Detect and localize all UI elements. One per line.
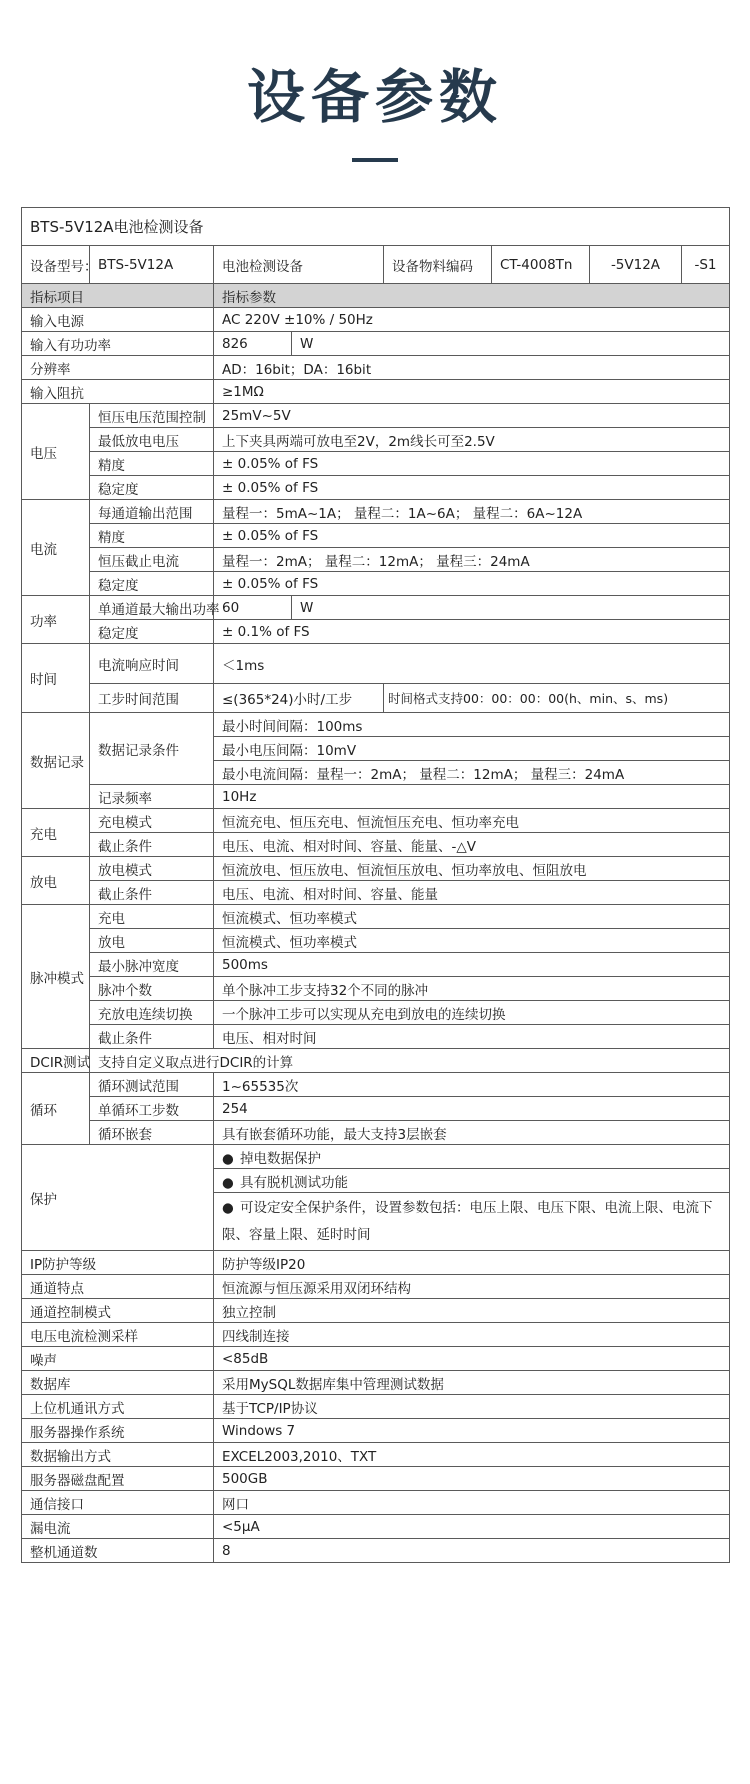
- table-caption: BTS-5V12A电池检测设备: [22, 208, 730, 246]
- row-value: 采用MySQL数据库集中管理测试数据: [214, 1371, 730, 1395]
- table-row: [22, 1025, 730, 1049]
- row-value: 电压、电流、相对时间、容量、能量、-△V: [214, 833, 730, 857]
- row-label: 单循环工步数: [90, 1097, 214, 1121]
- table-row: [22, 1419, 730, 1443]
- row-label: 循环嵌套: [90, 1121, 214, 1145]
- row-value: ± 0.05% of FS: [214, 476, 730, 500]
- table-row: [22, 1275, 730, 1299]
- row-label: 服务器磁盘配置: [22, 1467, 214, 1491]
- group-label-time: 时间: [22, 644, 90, 713]
- row-label: 通道控制模式: [22, 1299, 214, 1323]
- group-label-charge: 充电: [22, 809, 90, 857]
- row-value: 一个脉冲工步可以实现从充电到放电的连续切换: [214, 1001, 730, 1025]
- row-value: 最小时间间隔：100ms: [214, 713, 730, 737]
- row-value: 826: [214, 332, 292, 356]
- table-row: [22, 1145, 730, 1169]
- row-label: 数据记录条件: [90, 713, 214, 785]
- row-label: 整机通道数: [22, 1539, 214, 1563]
- row-label: 截止条件: [90, 881, 214, 905]
- row-unit: W: [292, 332, 730, 356]
- model-row: [22, 246, 730, 284]
- row-value: 恒流模式、恒功率模式: [214, 929, 730, 953]
- group-label-voltage: 电压: [22, 404, 90, 500]
- table-row: [22, 380, 730, 404]
- table-row: [22, 977, 730, 1001]
- table-row: [22, 684, 730, 713]
- title-underline: [352, 158, 398, 162]
- row-label: 分辨率: [22, 356, 214, 380]
- table-row: [22, 452, 730, 476]
- row-value: Windows 7: [214, 1419, 730, 1443]
- row-value: 最小电压间隔：10mV: [214, 737, 730, 761]
- row-value: 10Hz: [214, 785, 730, 809]
- row-value: 500GB: [214, 1467, 730, 1491]
- row-label: 服务器操作系统: [22, 1419, 214, 1443]
- row-value: ± 0.05% of FS: [214, 572, 730, 596]
- row-value: 单个脉冲工步支持32个不同的脉冲: [214, 977, 730, 1001]
- protection-item: [214, 1169, 730, 1193]
- row-value: 最小电流间隔：量程一：2mA； 量程二：12mA； 量程三：24mA: [214, 761, 730, 785]
- row-label: 放电模式: [90, 857, 214, 881]
- row-label: 数据库: [22, 1371, 214, 1395]
- row-label: 输入阻抗: [22, 380, 214, 404]
- page-title: 设备参数: [246, 63, 503, 131]
- row-label: 稳定度: [90, 476, 214, 500]
- material-code-3: -S1: [682, 246, 730, 284]
- table-row: [22, 1073, 730, 1097]
- row-value: 四线制连接: [214, 1323, 730, 1347]
- table-row: [22, 1323, 730, 1347]
- group-label-power: 功率: [22, 596, 90, 644]
- table-row: [22, 620, 730, 644]
- protection-text: 掉电数据保护: [240, 1150, 321, 1167]
- row-value: 1~65535次: [214, 1073, 730, 1097]
- row-label: 充电: [90, 905, 214, 929]
- row-label: 工步时间范围: [90, 684, 214, 713]
- row-label: 单通道最大输出功率: [90, 596, 214, 620]
- row-label: 电流响应时间: [90, 644, 214, 684]
- model-value: BTS-5V12A: [90, 246, 214, 284]
- table-row: [22, 1347, 730, 1371]
- row-label: 充电模式: [90, 809, 214, 833]
- row-label: 每通道输出范围: [90, 500, 214, 524]
- row-value: <5μA: [214, 1515, 730, 1539]
- group-label-pulse: 脉冲模式: [22, 905, 90, 1049]
- table-row: [22, 713, 730, 737]
- table-row: [22, 404, 730, 428]
- row-value: ≥1MΩ: [214, 380, 730, 404]
- table-row: [22, 809, 730, 833]
- row-label: 精度: [90, 452, 214, 476]
- row-label: 记录频率: [90, 785, 214, 809]
- table-row: [22, 1467, 730, 1491]
- table-row: [22, 1299, 730, 1323]
- row-value: ＜1ms: [214, 644, 730, 684]
- row-value: 25mV~5V: [214, 404, 730, 428]
- table-row: [22, 1443, 730, 1467]
- row-value: ≤(365*24)小时/工步: [214, 684, 384, 713]
- row-value: 防护等级IP20: [214, 1251, 730, 1275]
- row-value: 8: [214, 1539, 730, 1563]
- table-row: [22, 1395, 730, 1419]
- row-label: DCIR测试: [22, 1049, 90, 1073]
- row-value: 上下夹具两端可放电至2V，2m线长可至2.5V: [214, 428, 730, 452]
- table-row: [22, 1251, 730, 1275]
- row-label: 电压电流检测采样: [22, 1323, 214, 1347]
- row-label: 截止条件: [90, 1025, 214, 1049]
- table-row: [22, 953, 730, 977]
- protection-text: 具有脱机测试功能: [240, 1174, 348, 1191]
- row-value: 60: [214, 596, 292, 620]
- spec-table: [21, 207, 730, 1563]
- row-label: 精度: [90, 524, 214, 548]
- table-row: [22, 1539, 730, 1563]
- row-label: 噪声: [22, 1347, 214, 1371]
- row-label: IP防护等级: [22, 1251, 214, 1275]
- material-code-label: 设备物料编码: [384, 246, 492, 284]
- model-label: 设备型号：: [22, 246, 90, 284]
- table-row: [22, 1001, 730, 1025]
- table-row: [22, 1097, 730, 1121]
- table-row: [22, 1371, 730, 1395]
- row-label: 稳定度: [90, 572, 214, 596]
- material-code-2: -5V12A: [590, 246, 682, 284]
- time-format-value: 时间格式支持00：00：00：00(h、min、s、ms): [384, 684, 730, 713]
- row-label: 最低放电电压: [90, 428, 214, 452]
- row-value: EXCEL2003,2010、TXT: [214, 1443, 730, 1467]
- row-value: 恒流放电、恒压放电、恒流恒压放电、恒功率放电、恒阻放电: [214, 857, 730, 881]
- row-label: 输入电源: [22, 308, 214, 332]
- row-value: 恒流模式、恒功率模式: [214, 905, 730, 929]
- table-row: [22, 500, 730, 524]
- table-row: [22, 1049, 730, 1073]
- table-row: [22, 857, 730, 881]
- row-value: 254: [214, 1097, 730, 1121]
- group-label-cycle: 循环: [22, 1073, 90, 1145]
- table-row: [22, 572, 730, 596]
- row-label: 通道特点: [22, 1275, 214, 1299]
- row-value: 支持自定义取点进行DCIR的计算: [90, 1049, 730, 1073]
- table-caption-row: [22, 208, 730, 246]
- table-row: [22, 1515, 730, 1539]
- table-row: [22, 596, 730, 620]
- row-value: 恒流充电、恒压充电、恒流恒压充电、恒功率充电: [214, 809, 730, 833]
- row-label: 恒压截止电流: [90, 548, 214, 572]
- protection-item: [214, 1145, 730, 1169]
- row-value: 基于TCP/IP协议: [214, 1395, 730, 1419]
- table-row: [22, 476, 730, 500]
- row-value: 量程一：2mA； 量程二：12mA； 量程三：24mA: [214, 548, 730, 572]
- table-row: [22, 356, 730, 380]
- table-row: [22, 905, 730, 929]
- table-row: [22, 1121, 730, 1145]
- row-value: 电压、相对时间: [214, 1025, 730, 1049]
- row-value: 独立控制: [214, 1299, 730, 1323]
- device-name: 电池检测设备: [214, 246, 384, 284]
- row-value: ± 0.05% of FS: [214, 452, 730, 476]
- table-row: [22, 929, 730, 953]
- row-value: 电压、电流、相对时间、容量、能量: [214, 881, 730, 905]
- table-row: [22, 428, 730, 452]
- row-value: AC 220V ±10% / 50Hz: [214, 308, 730, 332]
- table-row: [22, 332, 730, 356]
- table-row: [22, 833, 730, 857]
- protection-text: 可设定安全保护条件，设置参数包括：电压上限、电压下限、电流上限、电流下限、容量上限、延时时间: [222, 1199, 713, 1243]
- row-label: 输入有功功率: [22, 332, 214, 356]
- row-value: 网口: [214, 1491, 730, 1515]
- material-code-1: CT-4008Tn: [492, 246, 590, 284]
- table-row: [22, 785, 730, 809]
- group-label-data-record: 数据记录: [22, 713, 90, 809]
- group-label-current: 电流: [22, 500, 90, 596]
- row-value: 恒流源与恒压源采用双闭环结构: [214, 1275, 730, 1299]
- bullet-icon: ●: [222, 1174, 234, 1191]
- group-label-discharge: 放电: [22, 857, 90, 905]
- row-label: 脉冲个数: [90, 977, 214, 1001]
- bullet-icon: ●: [222, 1199, 234, 1216]
- header-param: 指标参数: [214, 284, 730, 308]
- table-row: [22, 644, 730, 684]
- row-value: 量程一：5mA~1A； 量程二：1A~6A； 量程二：6A~12A: [214, 500, 730, 524]
- row-label: 放电: [90, 929, 214, 953]
- table-row: [22, 308, 730, 332]
- table-row: [22, 524, 730, 548]
- row-label: 最小脉冲宽度: [90, 953, 214, 977]
- row-label: 充放电连续切换: [90, 1001, 214, 1025]
- protection-item: [214, 1193, 730, 1251]
- row-label: 数据输出方式: [22, 1443, 214, 1467]
- row-label: 上位机通讯方式: [22, 1395, 214, 1419]
- row-unit: W: [292, 596, 730, 620]
- group-label-protection: 保护: [22, 1145, 214, 1251]
- row-label: 漏电流: [22, 1515, 214, 1539]
- table-row: [22, 548, 730, 572]
- row-value: ± 0.05% of FS: [214, 524, 730, 548]
- table-row: [22, 881, 730, 905]
- row-label: 通信接口: [22, 1491, 214, 1515]
- header-item: 指标项目: [22, 284, 214, 308]
- row-label: 恒压电压范围控制: [90, 404, 214, 428]
- table-row: [22, 1491, 730, 1515]
- row-label: 循环测试范围: [90, 1073, 214, 1097]
- bullet-icon: ●: [222, 1150, 234, 1167]
- header-row: [22, 284, 730, 308]
- row-value: <85dB: [214, 1347, 730, 1371]
- row-value: 500ms: [214, 953, 730, 977]
- row-value: AD：16bit；DA：16bit: [214, 356, 730, 380]
- row-value: ± 0.1% of FS: [214, 620, 730, 644]
- row-label: 截止条件: [90, 833, 214, 857]
- row-label: 稳定度: [90, 620, 214, 644]
- row-value: 具有嵌套循环功能，最大支持3层嵌套: [214, 1121, 730, 1145]
